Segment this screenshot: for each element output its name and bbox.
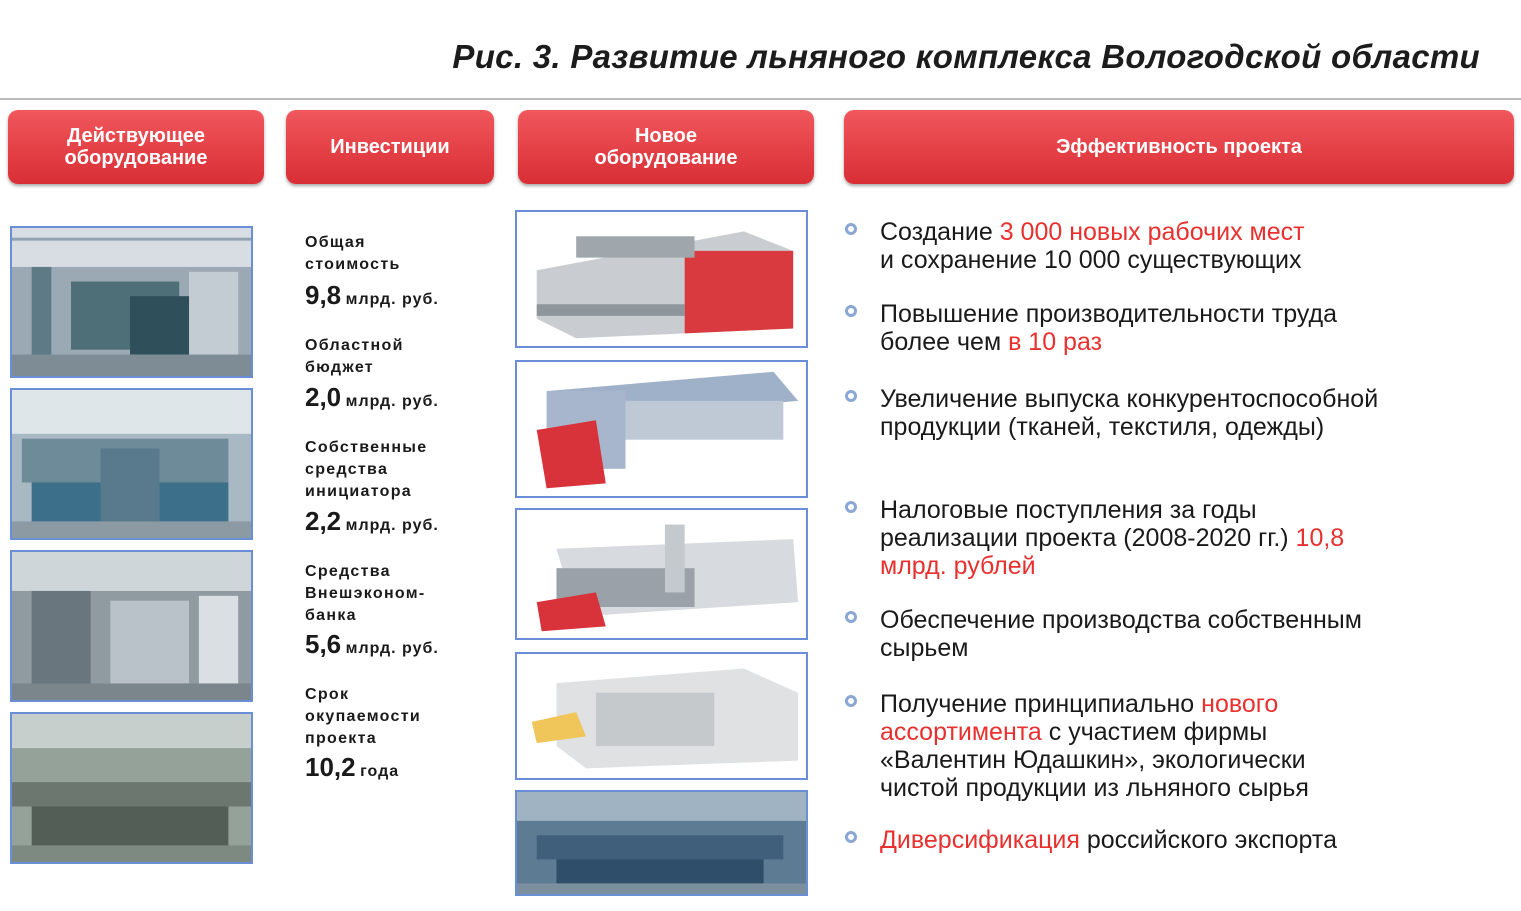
bullet-text: Создание bbox=[880, 218, 1000, 246]
investment-label-payback: Срок окупаемости проекта bbox=[305, 686, 421, 747]
figure-title: Рис. 3. Развитие льняного комплекса Вологодской области bbox=[452, 38, 1480, 75]
bullet-text: с участием фирмы «Валентин Юдашкин», экологически чистой продукции из льняного сырья bbox=[880, 718, 1309, 802]
title-divider bbox=[0, 98, 1521, 100]
bullet-icon bbox=[845, 390, 857, 402]
highlighted-text: 3 000 новых рабочих мест bbox=[999, 218, 1305, 246]
bullet-icon bbox=[845, 611, 857, 623]
highlighted-text: 10,8 млрд. рублей bbox=[880, 524, 1345, 580]
efficiency-item-output bbox=[880, 385, 1510, 441]
bullet-icon bbox=[845, 305, 857, 317]
efficiency-item-jobs bbox=[880, 218, 1510, 274]
efficiency-item-tax bbox=[880, 496, 1510, 580]
new-equipment-photo-1 bbox=[515, 210, 808, 348]
efficiency-item-assortment bbox=[880, 690, 1510, 802]
new-equipment-photo-4 bbox=[515, 652, 808, 780]
efficiency-item-raw-material bbox=[880, 606, 1510, 662]
new-equipment-photo-2 bbox=[515, 360, 808, 498]
bullet-text: Налоговые поступления за годы реализации проекта (2008-2020 гг.) bbox=[880, 496, 1296, 552]
bullet-text: и сохранение 10 000 существующих bbox=[880, 246, 1302, 274]
investment-label-own-funds: Собственные средства инициатора bbox=[305, 439, 428, 500]
investment-value-own-funds: 2,2 млрд. руб. bbox=[305, 506, 439, 536]
header-efficiency: Эффективность проекта bbox=[844, 110, 1514, 184]
current-equipment-photo-2 bbox=[10, 388, 253, 540]
investment-value-payback: 10,2 года bbox=[305, 752, 400, 782]
new-equipment-photo-3 bbox=[515, 508, 808, 640]
efficiency-item-productivity bbox=[880, 300, 1510, 356]
current-equipment-photo-3 bbox=[10, 550, 253, 702]
highlighted-text: в 10 раз bbox=[1008, 328, 1103, 356]
investment-label-veb: Средства Внешэконом- банка bbox=[305, 563, 426, 624]
bullet-text: Повышение производительности труда более чем bbox=[880, 300, 1338, 356]
highlighted-text: Диверсификация bbox=[880, 826, 1080, 854]
bullet-icon bbox=[845, 695, 857, 707]
bullet-text: Получение принципиально bbox=[880, 690, 1202, 718]
investment-value-regional-budget: 2,0 млрд. руб. bbox=[305, 382, 439, 412]
highlighted-text: нового ассортимента bbox=[880, 690, 1279, 746]
bullet-icon bbox=[845, 501, 857, 513]
investment-label-regional-budget: Областной бюджет bbox=[305, 337, 404, 376]
header-new-equipment: Новое оборудование bbox=[518, 110, 814, 184]
current-equipment-photo-4 bbox=[10, 712, 253, 864]
efficiency-item-diversification bbox=[880, 826, 1510, 854]
header-current-equipment: Действующее оборудование bbox=[8, 110, 264, 184]
new-equipment-photo-5 bbox=[515, 790, 808, 896]
bullet-text: Обеспечение производства собственным сырьем bbox=[880, 606, 1362, 662]
bullet-text: российского экспорта bbox=[1079, 826, 1337, 854]
bullet-icon bbox=[845, 831, 857, 843]
header-investments: Инвестиции bbox=[286, 110, 494, 184]
bullet-text: Увеличение выпуска конкурентоспособной продукции (тканей, текстиля, одежды) bbox=[880, 385, 1379, 441]
bullet-icon bbox=[845, 223, 857, 235]
current-equipment-photo-1 bbox=[10, 226, 253, 378]
investment-value-total: 9,8 млрд. руб. bbox=[305, 280, 439, 310]
investment-value-veb: 5,6 млрд. руб. bbox=[305, 629, 439, 659]
investment-label-total: Общая стоимость bbox=[305, 234, 401, 273]
